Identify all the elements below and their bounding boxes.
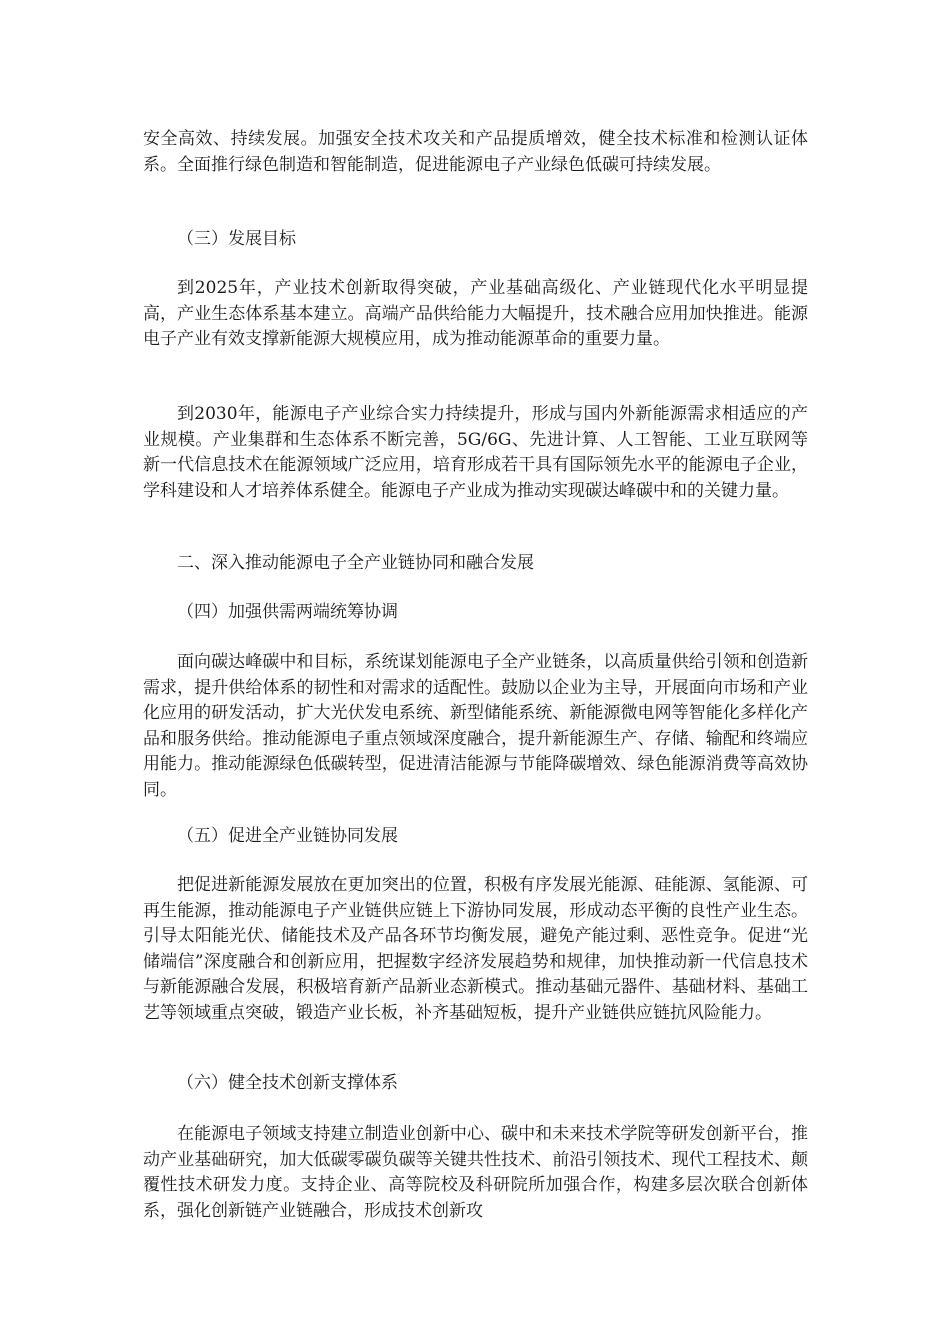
paragraph-supply-demand: 面向碳达峰碳中和目标，系统谋划能源电子全产业链条，以高质量供给引领和创造新需求，提升供给体系的韧性和对需求的适配性。鼓励以企业为主导，开展面向市场和产业化应用的研发活动，扩大光伏发电系统、新型储能系统、新能源微电网等智能化多样化产品和服务供给。推动能源电子重点领域深度融合，提升新能源生产、存储、输配和终端应用能力。推动能源绿色低碳转型，促进清洁能源与节能降碳增效、绿色能源消费等高效协同。 [143,652,808,800]
section-heading-four: （四）加强供需两端统筹协调 [177,602,398,622]
paragraph-industry-chain: 把促进新能源发展放在更加突出的位置，积极有序发展光能源、硅能源、氢能源、可再生能源，推动能源电子产业链供应链上下游协同发展，形成动态平衡的良性产业生态。引导太阳能光伏、储能技术及产品各环节均衡发展，避免产能过剩、恶性竞争。促进“光储端信”深度融合和创新应用，把握数字经济发展趋势和规律，加快推动新一代信息技术与新能源融合发展，积极培育新产品新业态新模式。推动基础元器件、基础材料、基础工艺等领域重点突破，锻造产业长板，补齐基础短板，提升产业链供应链抗风险能力。 [143,875,808,1023]
section-heading-five: （五）促进全产业链协同发展 [177,826,398,846]
paragraph-2025-goals: 到2025年，产业技术创新取得突破，产业基础高级化、产业链现代化水平明显提高，产业生态体系基本建立。高端产品供给能力大幅提升，技术融合应用加快推进。能源电子产业有效支撑新能源大规模应用，成为推动能源革命的重要力量。 [143,278,808,350]
section-heading-development-goals: （三）发展目标 [177,229,296,249]
paragraph-2030-goals: 到2030年，能源电子产业综合实力持续提升，形成与国内外新能源需求相适应的产业规模。产业集群和生态体系不断完善，5G/6G、先进计算、人工智能、工业互联网等新一代信息技术在能源领域广泛应用，培育形成若干具有国际领先水平的能源电子企业，学科建设和人才培养体系健全。能源电子产业成为推动实现碳达峰碳中和的关键力量。 [143,404,808,501]
paragraph-continuation: 安全高效、持续发展。加强安全技术攻关和产品提质增效，健全技术标准和检测认证体系。全面推行绿色制造和智能制造，促进能源电子产业绿色低碳可持续发展。 [143,129,808,175]
section-heading-six: （六）健全技术创新支撑体系 [177,1073,398,1093]
paragraph-innovation-system: 在能源电子领域支持建立制造业创新中心、碳中和未来技术学院等研发创新平台，推动产业基础研究，加大低碳零碳负碳等关键共性技术、前沿引领技术、现代工程技术、颠覆性技术研发力度。支持企业、高等院校及科研院所加强合作，构建多层次联合创新体系，强化创新链产业链融合，形成技术创新攻 [143,1124,808,1221]
chapter-heading-two: 二、深入推动能源电子全产业链协同和融合发展 [177,553,534,573]
